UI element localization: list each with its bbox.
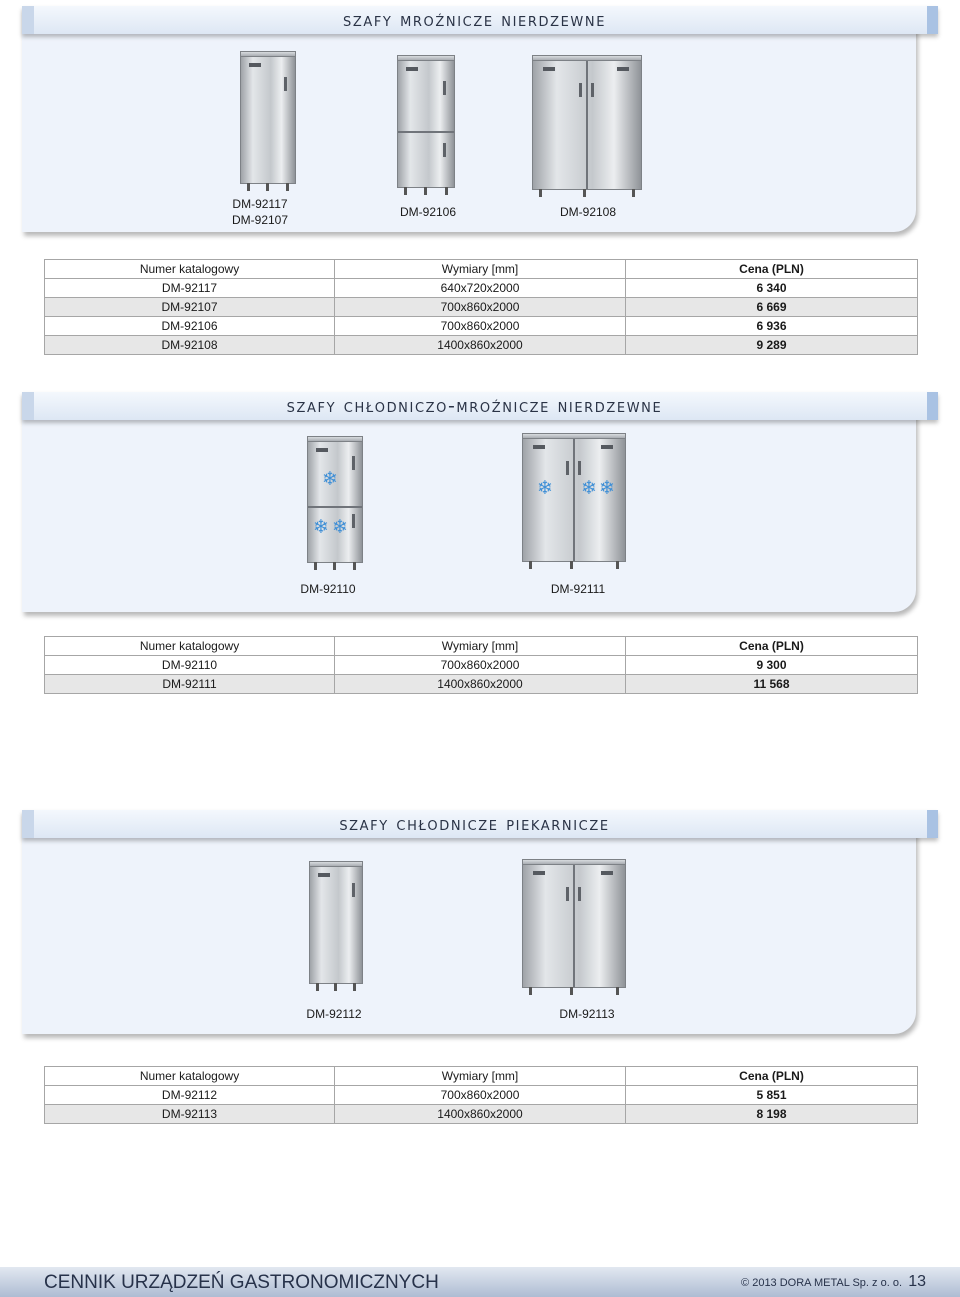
page-number: 13 — [908, 1273, 926, 1290]
column-header: Cena (PLN) — [626, 637, 918, 656]
section-title: szafy mroźnicze nierdzewne — [342, 9, 607, 31]
dimensions: 700x860x2000 — [335, 656, 626, 675]
table-row — [45, 298, 918, 317]
section-header-freezers — [22, 6, 938, 34]
price: 8 198 — [626, 1105, 918, 1124]
table-row — [45, 279, 918, 298]
price: 9 289 — [626, 336, 918, 355]
product-image-dm-92111 — [522, 438, 626, 562]
catalog-number: DM-92112 — [45, 1086, 335, 1105]
dimensions: 640x720x2000 — [335, 279, 626, 298]
price: 6 340 — [626, 279, 918, 298]
price: 6 936 — [626, 317, 918, 336]
footer-copyright: © 2013 DORA METAL Sp. z o. o. — [741, 1277, 902, 1289]
table-header-row — [45, 260, 918, 279]
snowflake-icon: ❄ — [313, 517, 329, 538]
column-header: Numer katalogowy — [45, 1067, 335, 1086]
table-row — [45, 1105, 918, 1124]
section-header-bakery — [22, 810, 938, 838]
product-label: DM-92108 — [559, 205, 617, 219]
footer-title: CENNIK URZĄDZEŃ GASTRONOMICZNYCH — [44, 1272, 439, 1293]
snowflake-icon: ❄ — [581, 478, 597, 499]
snowflake-icon: ❄ — [332, 517, 348, 538]
price-table-fridge-freezers — [44, 636, 918, 694]
table-header-row — [45, 1067, 918, 1086]
dimensions: 1400x860x2000 — [335, 336, 626, 355]
snowflake-icon: ❄ — [322, 469, 338, 490]
column-header: Wymiary [mm] — [335, 637, 626, 656]
product-image-dm-92112 — [309, 866, 363, 984]
product-label: DM-92111 — [550, 582, 606, 596]
price: 11 568 — [626, 675, 918, 694]
catalog-number: DM-92107 — [45, 298, 335, 317]
table-row — [45, 336, 918, 355]
price-table-bakery — [44, 1066, 918, 1124]
price-table-freezers — [44, 259, 918, 355]
product-image-dm-92110 — [307, 441, 363, 563]
catalog-number: DM-92113 — [45, 1105, 335, 1124]
column-header: Cena (PLN) — [626, 260, 918, 279]
snowflake-icon: ❄ — [599, 478, 615, 499]
product-label: DM-92113 — [559, 1007, 615, 1021]
price: 5 851 — [626, 1086, 918, 1105]
column-header: Numer katalogowy — [45, 637, 335, 656]
product-image-dm-92113 — [522, 864, 626, 988]
column-header: Numer katalogowy — [45, 260, 335, 279]
product-label: DM-92117 DM-92107 — [231, 197, 289, 227]
product-label: DM-92106 — [399, 205, 457, 219]
dimensions: 700x860x2000 — [335, 298, 626, 317]
dimensions: 700x860x2000 — [335, 317, 626, 336]
snowflake-icon: ❄ — [537, 478, 553, 499]
section-panel-fridge-freezers — [22, 394, 916, 612]
section-title: szafy chłodnicze piekarnicze — [339, 813, 610, 835]
column-header: Wymiary [mm] — [335, 260, 626, 279]
dimensions: 700x860x2000 — [335, 1086, 626, 1105]
table-row — [45, 675, 918, 694]
catalog-number: DM-92117 — [45, 279, 335, 298]
page-footer — [0, 1267, 960, 1297]
column-header: Wymiary [mm] — [335, 1067, 626, 1086]
product-image-dm-92108 — [532, 60, 642, 190]
table-row — [45, 317, 918, 336]
section-header-fridge-freezers — [22, 392, 938, 420]
section-title: szafy chłodniczo-mroźnicze nierdzewne — [286, 395, 663, 417]
table-row — [45, 1086, 918, 1105]
price: 9 300 — [626, 656, 918, 675]
product-label: DM-92112 — [306, 1007, 362, 1021]
product-label: DM-92110 — [300, 582, 356, 596]
catalog-number: DM-92111 — [45, 675, 335, 694]
table-row — [45, 656, 918, 675]
dimensions: 1400x860x2000 — [335, 1105, 626, 1124]
price: 6 669 — [626, 298, 918, 317]
catalog-number: DM-92110 — [45, 656, 335, 675]
catalog-number: DM-92106 — [45, 317, 335, 336]
table-header-row — [45, 637, 918, 656]
section-panel-bakery — [22, 812, 916, 1034]
product-image-dm-92106 — [397, 60, 455, 188]
column-header: Cena (PLN) — [626, 1067, 918, 1086]
catalog-number: DM-92108 — [45, 336, 335, 355]
product-image-dm-92117 — [240, 56, 296, 184]
section-panel-freezers — [22, 8, 916, 232]
dimensions: 1400x860x2000 — [335, 675, 626, 694]
